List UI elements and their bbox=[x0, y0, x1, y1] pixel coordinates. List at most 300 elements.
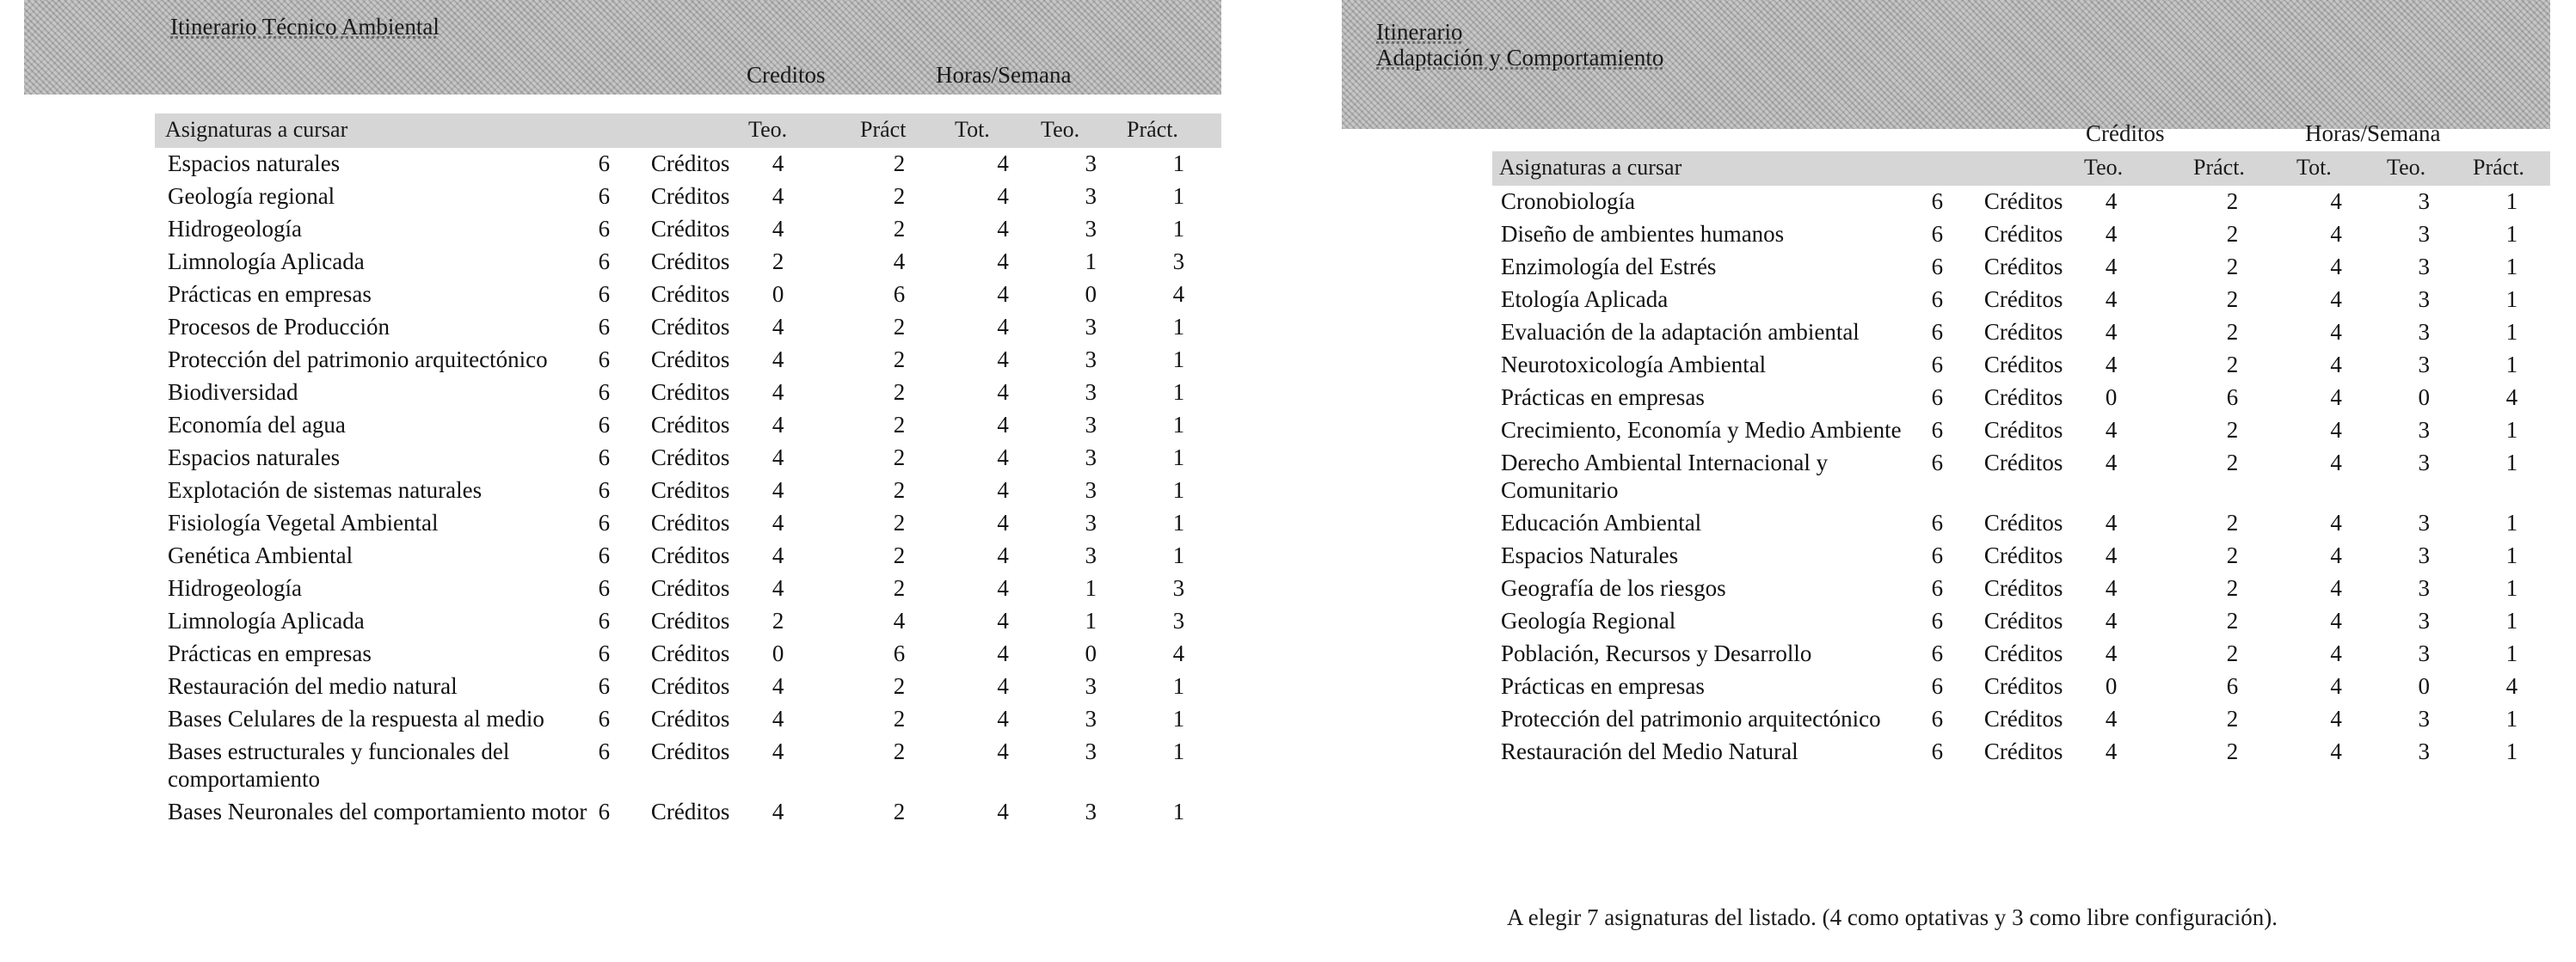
credits-value: 6 bbox=[598, 346, 611, 372]
hours-teo: 3 bbox=[2418, 542, 2430, 568]
credits-value: 6 bbox=[598, 216, 611, 242]
hours-total: 4 bbox=[997, 281, 1009, 307]
credits-label: Créditos bbox=[650, 379, 730, 405]
credits-teo: 4 bbox=[772, 706, 784, 732]
credits-pract: 2 bbox=[2226, 450, 2239, 475]
hours-pract: 3 bbox=[1172, 248, 1185, 274]
credits-value: 6 bbox=[1931, 188, 1944, 214]
credits-label: Créditos bbox=[1983, 450, 2063, 475]
right-itinerary-panel bbox=[1342, 0, 2563, 180]
credits-teo: 4 bbox=[772, 379, 784, 405]
hours-teo: 3 bbox=[2418, 221, 2430, 247]
credits-label: Créditos bbox=[1983, 673, 2063, 699]
credits-value: 6 bbox=[598, 575, 611, 601]
hours-total: 4 bbox=[997, 575, 1009, 601]
table-row bbox=[168, 796, 1226, 829]
hours-pract: 1 bbox=[1172, 510, 1185, 536]
subject-name: Diseño de ambientes humanos bbox=[1501, 221, 1785, 247]
table-row bbox=[168, 475, 1226, 507]
hours-total: 4 bbox=[2330, 738, 2342, 764]
left-header-pract: Práct bbox=[860, 117, 907, 142]
hours-pract: 1 bbox=[2505, 221, 2518, 247]
hours-total: 4 bbox=[997, 444, 1009, 470]
credits-value: 6 bbox=[1931, 417, 1944, 443]
hours-total: 4 bbox=[997, 542, 1009, 568]
table-row bbox=[1501, 382, 2559, 414]
table-row bbox=[1501, 703, 2559, 736]
hours-total: 4 bbox=[997, 738, 1009, 764]
credits-pract: 2 bbox=[893, 477, 906, 503]
hours-total: 4 bbox=[2330, 352, 2342, 377]
credits-value: 6 bbox=[1931, 450, 1944, 475]
credits-teo: 4 bbox=[2105, 640, 2118, 666]
subject-name: Evaluación de la adaptación ambiental bbox=[1501, 319, 1860, 345]
left-subjects-table bbox=[168, 148, 1226, 829]
hours-pract: 3 bbox=[1172, 575, 1185, 601]
credits-pract: 2 bbox=[2226, 417, 2239, 443]
hours-teo: 3 bbox=[2418, 188, 2430, 214]
hours-total: 4 bbox=[997, 379, 1009, 405]
hours-teo: 1 bbox=[1085, 608, 1097, 634]
hours-teo: 3 bbox=[1085, 444, 1097, 470]
left-header-tot: Tot. bbox=[955, 117, 990, 142]
credits-pract: 6 bbox=[893, 281, 906, 307]
hours-teo: 3 bbox=[2418, 738, 2430, 764]
subject-name: Prácticas en empresas bbox=[168, 281, 372, 307]
table-row bbox=[168, 344, 1226, 377]
credits-pract: 2 bbox=[2226, 221, 2239, 247]
hours-teo: 3 bbox=[2418, 254, 2430, 279]
right-horas-label: Horas/Semana bbox=[2305, 120, 2441, 146]
table-row bbox=[1501, 218, 2559, 251]
hours-pract: 1 bbox=[2505, 575, 2518, 601]
hours-pract: 1 bbox=[2505, 706, 2518, 732]
credits-label: Créditos bbox=[650, 150, 730, 176]
table-row bbox=[168, 377, 1226, 409]
subject-name: Derecho Ambiental Internacional y Comunitario bbox=[1501, 450, 1829, 503]
hours-total: 4 bbox=[2330, 221, 2342, 247]
credits-teo: 0 bbox=[772, 281, 784, 307]
subject-name: Protección del patrimonio arquitectónico bbox=[168, 346, 548, 372]
hours-teo: 3 bbox=[1085, 542, 1097, 568]
credits-pract: 2 bbox=[2226, 286, 2239, 312]
hours-pract: 1 bbox=[1172, 444, 1185, 470]
credits-pract: 6 bbox=[893, 640, 906, 666]
subject-name: Biodiversidad bbox=[168, 379, 298, 405]
hours-pract: 1 bbox=[2505, 738, 2518, 764]
subject-name: Restauración del Medio Natural bbox=[1501, 738, 1798, 764]
credits-value: 6 bbox=[598, 379, 611, 405]
credits-teo: 4 bbox=[772, 346, 784, 372]
hours-total: 4 bbox=[2330, 673, 2342, 699]
left-header-hteo: Teo. bbox=[1041, 117, 1080, 142]
credits-value: 6 bbox=[1931, 319, 1944, 345]
table-row bbox=[1501, 605, 2559, 638]
subject-name: Geografía de los riesgos bbox=[1501, 575, 1726, 601]
hours-pract: 1 bbox=[1172, 738, 1185, 764]
credits-pract: 2 bbox=[2226, 188, 2239, 214]
hours-teo: 3 bbox=[1085, 183, 1097, 209]
table-row bbox=[168, 409, 1226, 442]
credits-value: 6 bbox=[598, 281, 611, 307]
right-title-line2: Adaptación y Comportamiento bbox=[1376, 45, 1664, 70]
hours-teo: 0 bbox=[1085, 281, 1097, 307]
table-row bbox=[1501, 736, 2559, 769]
table-row bbox=[1501, 540, 2559, 573]
right-header-asignaturas: Asignaturas a cursar bbox=[1499, 155, 1682, 180]
credits-pract: 2 bbox=[893, 216, 906, 242]
credits-label: Créditos bbox=[650, 314, 730, 340]
table-row bbox=[168, 311, 1226, 344]
credits-value: 6 bbox=[1931, 510, 1944, 536]
credits-teo: 4 bbox=[772, 444, 784, 470]
credits-pract: 2 bbox=[2226, 352, 2239, 377]
credits-label: Créditos bbox=[1983, 738, 2063, 764]
hours-total: 4 bbox=[2330, 188, 2342, 214]
hours-total: 4 bbox=[997, 346, 1009, 372]
hours-total: 4 bbox=[2330, 542, 2342, 568]
credits-teo: 4 bbox=[2105, 510, 2118, 536]
hours-pract: 1 bbox=[1172, 183, 1185, 209]
credits-label: Créditos bbox=[1983, 575, 2063, 601]
table-row bbox=[168, 246, 1226, 279]
table-row bbox=[1501, 316, 2559, 349]
hours-teo: 3 bbox=[2418, 417, 2430, 443]
credits-value: 6 bbox=[598, 314, 611, 340]
hours-total: 4 bbox=[2330, 417, 2342, 443]
subject-name: Economía del agua bbox=[168, 412, 346, 438]
credits-label: Créditos bbox=[650, 346, 730, 372]
credits-value: 6 bbox=[598, 510, 611, 536]
subject-name: Explotación de sistemas naturales bbox=[168, 477, 483, 503]
credits-value: 6 bbox=[598, 183, 611, 209]
hours-teo: 0 bbox=[2418, 384, 2430, 410]
credits-value: 6 bbox=[598, 248, 611, 274]
credits-label: Créditos bbox=[650, 248, 730, 274]
hours-pract: 3 bbox=[1172, 608, 1185, 634]
credits-pract: 2 bbox=[2226, 706, 2239, 732]
hours-pract: 1 bbox=[1172, 314, 1185, 340]
hours-teo: 1 bbox=[1085, 248, 1097, 274]
hours-total: 4 bbox=[997, 150, 1009, 176]
credits-teo: 4 bbox=[2105, 706, 2118, 732]
subject-name: Espacios Naturales bbox=[1501, 542, 1679, 568]
table-row bbox=[168, 638, 1226, 671]
table-row bbox=[1501, 186, 2559, 218]
table-row bbox=[168, 736, 1226, 796]
hours-total: 4 bbox=[997, 640, 1009, 666]
hours-pract: 1 bbox=[1172, 346, 1185, 372]
subject-name: Etología Aplicada bbox=[1501, 286, 1669, 312]
hours-pract: 1 bbox=[2505, 417, 2518, 443]
hours-total: 4 bbox=[2330, 254, 2342, 279]
hours-total: 4 bbox=[997, 412, 1009, 438]
credits-label: Créditos bbox=[1983, 254, 2063, 279]
credits-label: Créditos bbox=[1983, 319, 2063, 345]
credits-teo: 4 bbox=[772, 799, 784, 824]
right-header-pract: Práct. bbox=[2193, 155, 2245, 180]
credits-teo: 4 bbox=[772, 738, 784, 764]
credits-pract: 2 bbox=[2226, 738, 2239, 764]
credits-teo: 4 bbox=[2105, 188, 2118, 214]
credits-pract: 2 bbox=[893, 799, 906, 824]
hours-teo: 3 bbox=[1085, 477, 1097, 503]
credits-label: Créditos bbox=[650, 799, 730, 824]
credits-value: 6 bbox=[1931, 286, 1944, 312]
credits-teo: 4 bbox=[2105, 417, 2118, 443]
credits-pract: 2 bbox=[2226, 575, 2239, 601]
hours-teo: 3 bbox=[1085, 799, 1097, 824]
subject-name: Genética Ambiental bbox=[168, 542, 354, 568]
subject-name: Prácticas en empresas bbox=[168, 640, 372, 666]
right-creditos-label: Créditos bbox=[2086, 120, 2165, 146]
credits-label: Créditos bbox=[1983, 706, 2063, 732]
credits-pract: 2 bbox=[893, 150, 906, 176]
hours-total: 4 bbox=[997, 248, 1009, 274]
hours-teo: 3 bbox=[1085, 738, 1097, 764]
credits-teo: 4 bbox=[2105, 575, 2118, 601]
hours-total: 4 bbox=[2330, 286, 2342, 312]
credits-teo: 0 bbox=[2105, 384, 2118, 410]
credits-pract: 2 bbox=[893, 346, 906, 372]
hours-pract: 1 bbox=[1172, 542, 1185, 568]
table-row bbox=[168, 703, 1226, 736]
credits-value: 6 bbox=[598, 150, 611, 176]
credits-teo: 4 bbox=[772, 575, 784, 601]
credits-teo: 4 bbox=[2105, 450, 2118, 475]
credits-value: 6 bbox=[598, 738, 611, 764]
hours-total: 4 bbox=[2330, 319, 2342, 345]
hours-pract: 1 bbox=[1172, 216, 1185, 242]
hours-teo: 0 bbox=[2418, 673, 2430, 699]
subject-name: Bases Neuronales del comportamiento motor bbox=[168, 799, 587, 824]
credits-value: 6 bbox=[598, 640, 611, 666]
credits-label: Créditos bbox=[650, 575, 730, 601]
credits-value: 6 bbox=[598, 706, 611, 732]
credits-teo: 4 bbox=[2105, 319, 2118, 345]
left-title-band bbox=[24, 0, 1221, 95]
credits-teo: 4 bbox=[772, 673, 784, 699]
subject-name: Cronobiología bbox=[1501, 188, 1635, 214]
hours-teo: 3 bbox=[2418, 286, 2430, 312]
hours-pract: 1 bbox=[1172, 477, 1185, 503]
subject-name: Bases estructurales y funcionales del comportamiento bbox=[168, 738, 510, 792]
credits-pract: 2 bbox=[893, 444, 906, 470]
credits-pract: 2 bbox=[893, 673, 906, 699]
hours-pract: 1 bbox=[1172, 706, 1185, 732]
hours-teo: 3 bbox=[1085, 379, 1097, 405]
table-row bbox=[1501, 284, 2559, 316]
credits-pract: 2 bbox=[893, 706, 906, 732]
subject-name: Prácticas en empresas bbox=[1501, 384, 1705, 410]
subject-name: Bases Celulares de la respuesta al medio bbox=[168, 706, 544, 732]
subject-name: Espacios naturales bbox=[168, 150, 341, 176]
credits-teo: 0 bbox=[772, 640, 784, 666]
right-title-line1: Itinerario bbox=[1376, 19, 1463, 45]
credits-value: 6 bbox=[1931, 384, 1944, 410]
credits-pract: 2 bbox=[2226, 510, 2239, 536]
credits-pract: 2 bbox=[2226, 608, 2239, 634]
hours-pract: 4 bbox=[1172, 281, 1185, 307]
hours-teo: 3 bbox=[1085, 673, 1097, 699]
credits-value: 6 bbox=[1931, 575, 1944, 601]
table-row bbox=[1501, 349, 2559, 382]
credits-label: Créditos bbox=[1983, 286, 2063, 312]
credits-label: Créditos bbox=[650, 216, 730, 242]
credits-teo: 4 bbox=[772, 216, 784, 242]
hours-total: 4 bbox=[997, 477, 1009, 503]
credits-teo: 4 bbox=[2105, 254, 2118, 279]
credits-teo: 4 bbox=[772, 314, 784, 340]
hours-teo: 3 bbox=[1085, 412, 1097, 438]
subject-name: Crecimiento, Economía y Medio Ambiente bbox=[1501, 417, 1902, 443]
credits-label: Créditos bbox=[650, 281, 730, 307]
hours-teo: 3 bbox=[2418, 319, 2430, 345]
credits-pract: 2 bbox=[2226, 640, 2239, 666]
hours-pract: 1 bbox=[2505, 640, 2518, 666]
subject-name: Restauración del medio natural bbox=[168, 673, 458, 699]
subject-name: Limnología Aplicada bbox=[168, 608, 365, 634]
subject-name: Protección del patrimonio arquitectónico bbox=[1501, 706, 1881, 732]
subject-name: Geología Regional bbox=[1501, 608, 1676, 634]
hours-pract: 1 bbox=[2505, 188, 2518, 214]
credits-teo: 4 bbox=[772, 542, 784, 568]
left-header-teo: Teo. bbox=[748, 117, 788, 142]
table-row bbox=[1501, 638, 2559, 671]
credits-pract: 4 bbox=[893, 248, 906, 274]
table-row bbox=[168, 442, 1226, 475]
subject-name: Procesos de Producción bbox=[168, 314, 390, 340]
table-row bbox=[168, 279, 1226, 311]
credits-value: 6 bbox=[1931, 706, 1944, 732]
table-row bbox=[1501, 671, 2559, 703]
subject-name: Hidrogeología bbox=[168, 575, 302, 601]
hours-teo: 3 bbox=[1085, 150, 1097, 176]
hours-total: 4 bbox=[2330, 510, 2342, 536]
right-title-band bbox=[1342, 0, 2550, 146]
credits-label: Créditos bbox=[650, 444, 730, 470]
credits-value: 6 bbox=[1931, 254, 1944, 279]
credits-label: Créditos bbox=[650, 706, 730, 732]
subject-name: Enzimología del Estrés bbox=[1501, 254, 1717, 279]
left-header-asignaturas: Asignaturas a cursar bbox=[165, 117, 348, 142]
credits-label: Créditos bbox=[1983, 510, 2063, 536]
credits-pract: 4 bbox=[893, 608, 906, 634]
credits-label: Créditos bbox=[1983, 221, 2063, 247]
right-header-tot: Tot. bbox=[2296, 155, 2332, 180]
credits-label: Créditos bbox=[650, 542, 730, 568]
hours-teo: 3 bbox=[2418, 352, 2430, 377]
credits-value: 6 bbox=[598, 673, 611, 699]
hours-total: 4 bbox=[2330, 384, 2342, 410]
hours-pract: 4 bbox=[1172, 640, 1185, 666]
hours-total: 4 bbox=[2330, 608, 2342, 634]
credits-value: 6 bbox=[1931, 352, 1944, 377]
hours-pract: 1 bbox=[2505, 254, 2518, 279]
credits-label: Créditos bbox=[650, 673, 730, 699]
credits-pract: 2 bbox=[893, 575, 906, 601]
hours-teo: 3 bbox=[1085, 346, 1097, 372]
hours-teo: 3 bbox=[1085, 706, 1097, 732]
hours-pract: 1 bbox=[2505, 542, 2518, 568]
credits-pract: 2 bbox=[2226, 319, 2239, 345]
hours-pract: 1 bbox=[2505, 608, 2518, 634]
hours-teo: 3 bbox=[1085, 216, 1097, 242]
table-row bbox=[168, 671, 1226, 703]
credits-pract: 2 bbox=[2226, 542, 2239, 568]
right-header-hteo: Teo. bbox=[2387, 155, 2426, 180]
subject-name: Espacios naturales bbox=[168, 444, 341, 470]
table-row bbox=[1501, 447, 2559, 507]
hours-teo: 1 bbox=[1085, 575, 1097, 601]
credits-label: Créditos bbox=[650, 477, 730, 503]
table-row bbox=[168, 605, 1226, 638]
credits-teo: 4 bbox=[2105, 738, 2118, 764]
credits-pract: 2 bbox=[893, 510, 906, 536]
subject-name: Prácticas en empresas bbox=[1501, 673, 1705, 699]
hours-pract: 1 bbox=[2505, 450, 2518, 475]
hours-pract: 4 bbox=[2505, 384, 2518, 410]
table-row bbox=[1501, 573, 2559, 605]
subject-name: Geología regional bbox=[168, 183, 335, 209]
credits-teo: 2 bbox=[772, 248, 784, 274]
hours-pract: 1 bbox=[1172, 150, 1185, 176]
credits-teo: 2 bbox=[772, 608, 784, 634]
table-row bbox=[168, 213, 1226, 246]
credits-label: Créditos bbox=[1983, 417, 2063, 443]
credits-teo: 4 bbox=[2105, 608, 2118, 634]
subject-name: Fisiología Vegetal Ambiental bbox=[168, 510, 439, 536]
credits-pract: 2 bbox=[893, 314, 906, 340]
hours-teo: 3 bbox=[2418, 450, 2430, 475]
table-row bbox=[168, 573, 1226, 605]
left-creditos-label: Creditos bbox=[747, 62, 826, 88]
credits-value: 6 bbox=[598, 477, 611, 503]
credits-label: Créditos bbox=[1983, 542, 2063, 568]
credits-value: 6 bbox=[1931, 608, 1944, 634]
credits-pract: 2 bbox=[893, 379, 906, 405]
credits-pract: 2 bbox=[2226, 254, 2239, 279]
credits-label: Créditos bbox=[1983, 352, 2063, 377]
subject-name: Limnología Aplicada bbox=[168, 248, 365, 274]
credits-value: 6 bbox=[1931, 542, 1944, 568]
right-subjects-table bbox=[1501, 186, 2559, 769]
credits-teo: 4 bbox=[2105, 221, 2118, 247]
left-itinerary-title: Itinerario Técnico Ambiental bbox=[170, 14, 440, 40]
table-row bbox=[1501, 507, 2559, 540]
left-header-hpract: Práct. bbox=[1127, 117, 1178, 142]
hours-total: 4 bbox=[997, 799, 1009, 824]
credits-value: 6 bbox=[598, 542, 611, 568]
hours-teo: 0 bbox=[1085, 640, 1097, 666]
credits-label: Créditos bbox=[650, 183, 730, 209]
subject-name: Educación Ambiental bbox=[1501, 510, 1702, 536]
hours-total: 4 bbox=[997, 673, 1009, 699]
left-subjects-body bbox=[168, 148, 1226, 829]
hours-pract: 1 bbox=[1172, 412, 1185, 438]
credits-value: 6 bbox=[598, 608, 611, 634]
hours-pract: 4 bbox=[2505, 673, 2518, 699]
credits-value: 6 bbox=[1931, 640, 1944, 666]
hours-total: 4 bbox=[997, 216, 1009, 242]
credits-value: 6 bbox=[598, 444, 611, 470]
credits-pract: 2 bbox=[893, 542, 906, 568]
hours-total: 4 bbox=[2330, 640, 2342, 666]
hours-teo: 3 bbox=[1085, 314, 1097, 340]
credits-teo: 4 bbox=[772, 510, 784, 536]
credits-pract: 6 bbox=[2226, 673, 2239, 699]
subject-name: Neurotoxicología Ambiental bbox=[1501, 352, 1767, 377]
